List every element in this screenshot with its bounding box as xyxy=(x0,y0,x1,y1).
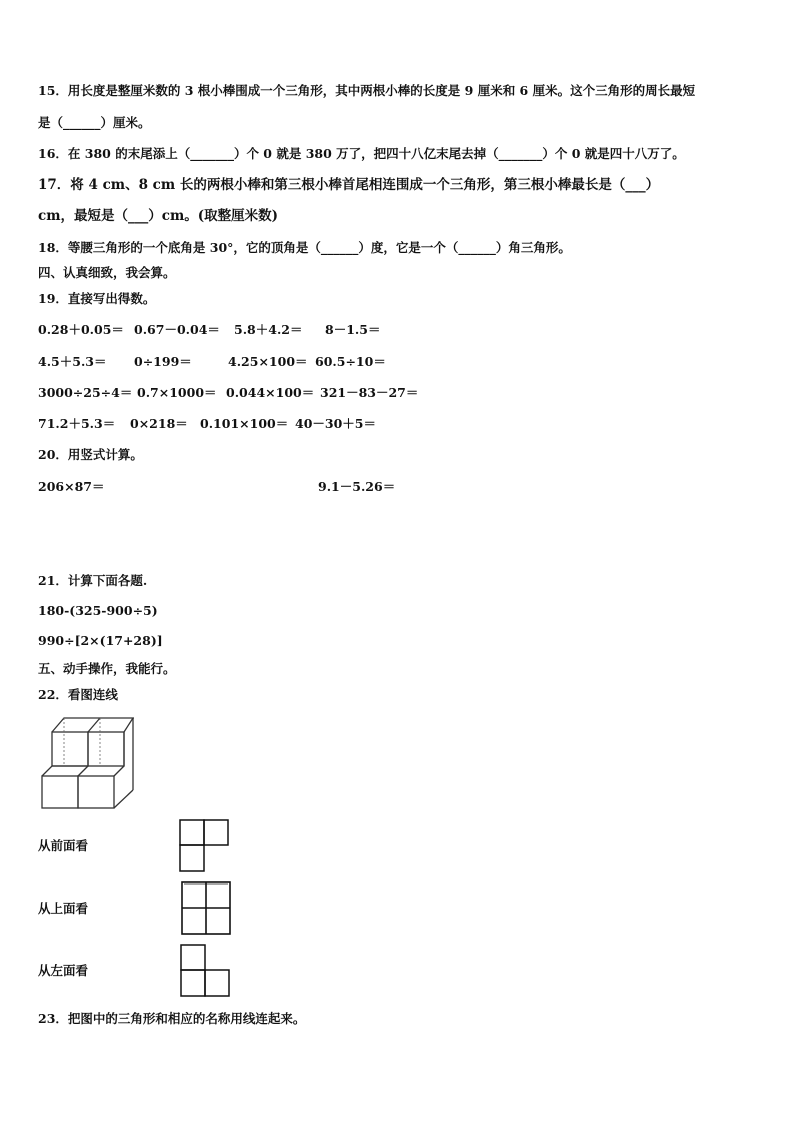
view-shape-c[interactable] xyxy=(180,944,230,998)
q21-item: 180-(325-900÷5) xyxy=(38,603,158,618)
calc-item: 4.5＋5.3＝ xyxy=(38,354,107,369)
q23-text: 23．把图中的三角形和相应的名称用线连起来。 xyxy=(38,1011,306,1026)
view-shape-a[interactable] xyxy=(179,819,229,873)
section-5-heading: 五、动手操作，我能行。 xyxy=(38,661,176,676)
view-top-label: 从上面看 xyxy=(38,901,89,916)
view-shape-b[interactable] xyxy=(180,880,232,936)
q19-title: 19．直接写出得数。 xyxy=(38,291,156,306)
q20-title: 20．用竖式计算。 xyxy=(38,447,143,462)
calc-item: 60.5÷10＝ xyxy=(315,354,386,369)
calc-item: 71.2＋5.3＝ xyxy=(38,416,116,431)
calc-item: 5.8＋4.2＝ xyxy=(234,322,303,337)
q17-line1: 17．将 4 cm、8 cm 长的两根小棒和第三根小棒首尾相连围成一个三角形，第三根小棒最长是（___） xyxy=(38,177,660,193)
calc-item: 0.101×100＝ xyxy=(200,416,289,431)
q21-item: 990÷[2×(17+28)] xyxy=(38,633,163,648)
section-4-heading: 四、认真细致，我会算。 xyxy=(38,265,176,280)
view-front-label: 从前面看 xyxy=(38,838,89,853)
calc-item: 321－83－27＝ xyxy=(320,385,419,400)
q15-line2: 是（______）厘米。 xyxy=(38,115,151,130)
q21-title: 21．计算下面各题. xyxy=(38,573,148,588)
calc-item: 0.28＋0.05＝ xyxy=(38,322,124,337)
q22-title: 22．看图连线 xyxy=(38,687,118,702)
vertical-calc-item: 9.1－5.26＝ xyxy=(318,479,396,494)
calc-item: 0×218＝ xyxy=(130,416,188,431)
q18-text: 18．等腰三角形的一个底角是 30°，它的顶角是（______）度，它是一个（______）角三角形。 xyxy=(38,240,571,255)
calc-item: 0.7×1000＝ xyxy=(137,385,217,400)
calc-item: 0÷199＝ xyxy=(134,354,192,369)
calc-item: 4.25×100＝ xyxy=(228,354,308,369)
q15-line1: 15．用长度是整厘米数的 3 根小棒围成一个三角形，其中两根小棒的长度是 9 厘米和 6 厘米。这个三角形的周长最短 xyxy=(38,83,696,98)
calc-item: 40－30＋5＝ xyxy=(295,416,376,431)
view-left-label: 从左面看 xyxy=(38,963,89,978)
q16-text: 16．在 380 的末尾添上（_______）个 0 就是 380 万了，把四十八亿末尾去掉（_______）个 0 就是四十八万了。 xyxy=(38,146,685,161)
vertical-calc-item: 206×87＝ xyxy=(38,479,105,494)
calc-item: 8－1.5＝ xyxy=(325,322,381,337)
q17-line2: cm，最短是（___）cm。(取整厘米数) xyxy=(38,208,279,224)
cube-stack-figure xyxy=(38,714,134,812)
calc-item: 3000÷25÷4＝ xyxy=(38,385,133,400)
calc-item: 0.044×100＝ xyxy=(226,385,315,400)
calc-item: 0.67－0.04＝ xyxy=(134,322,220,337)
